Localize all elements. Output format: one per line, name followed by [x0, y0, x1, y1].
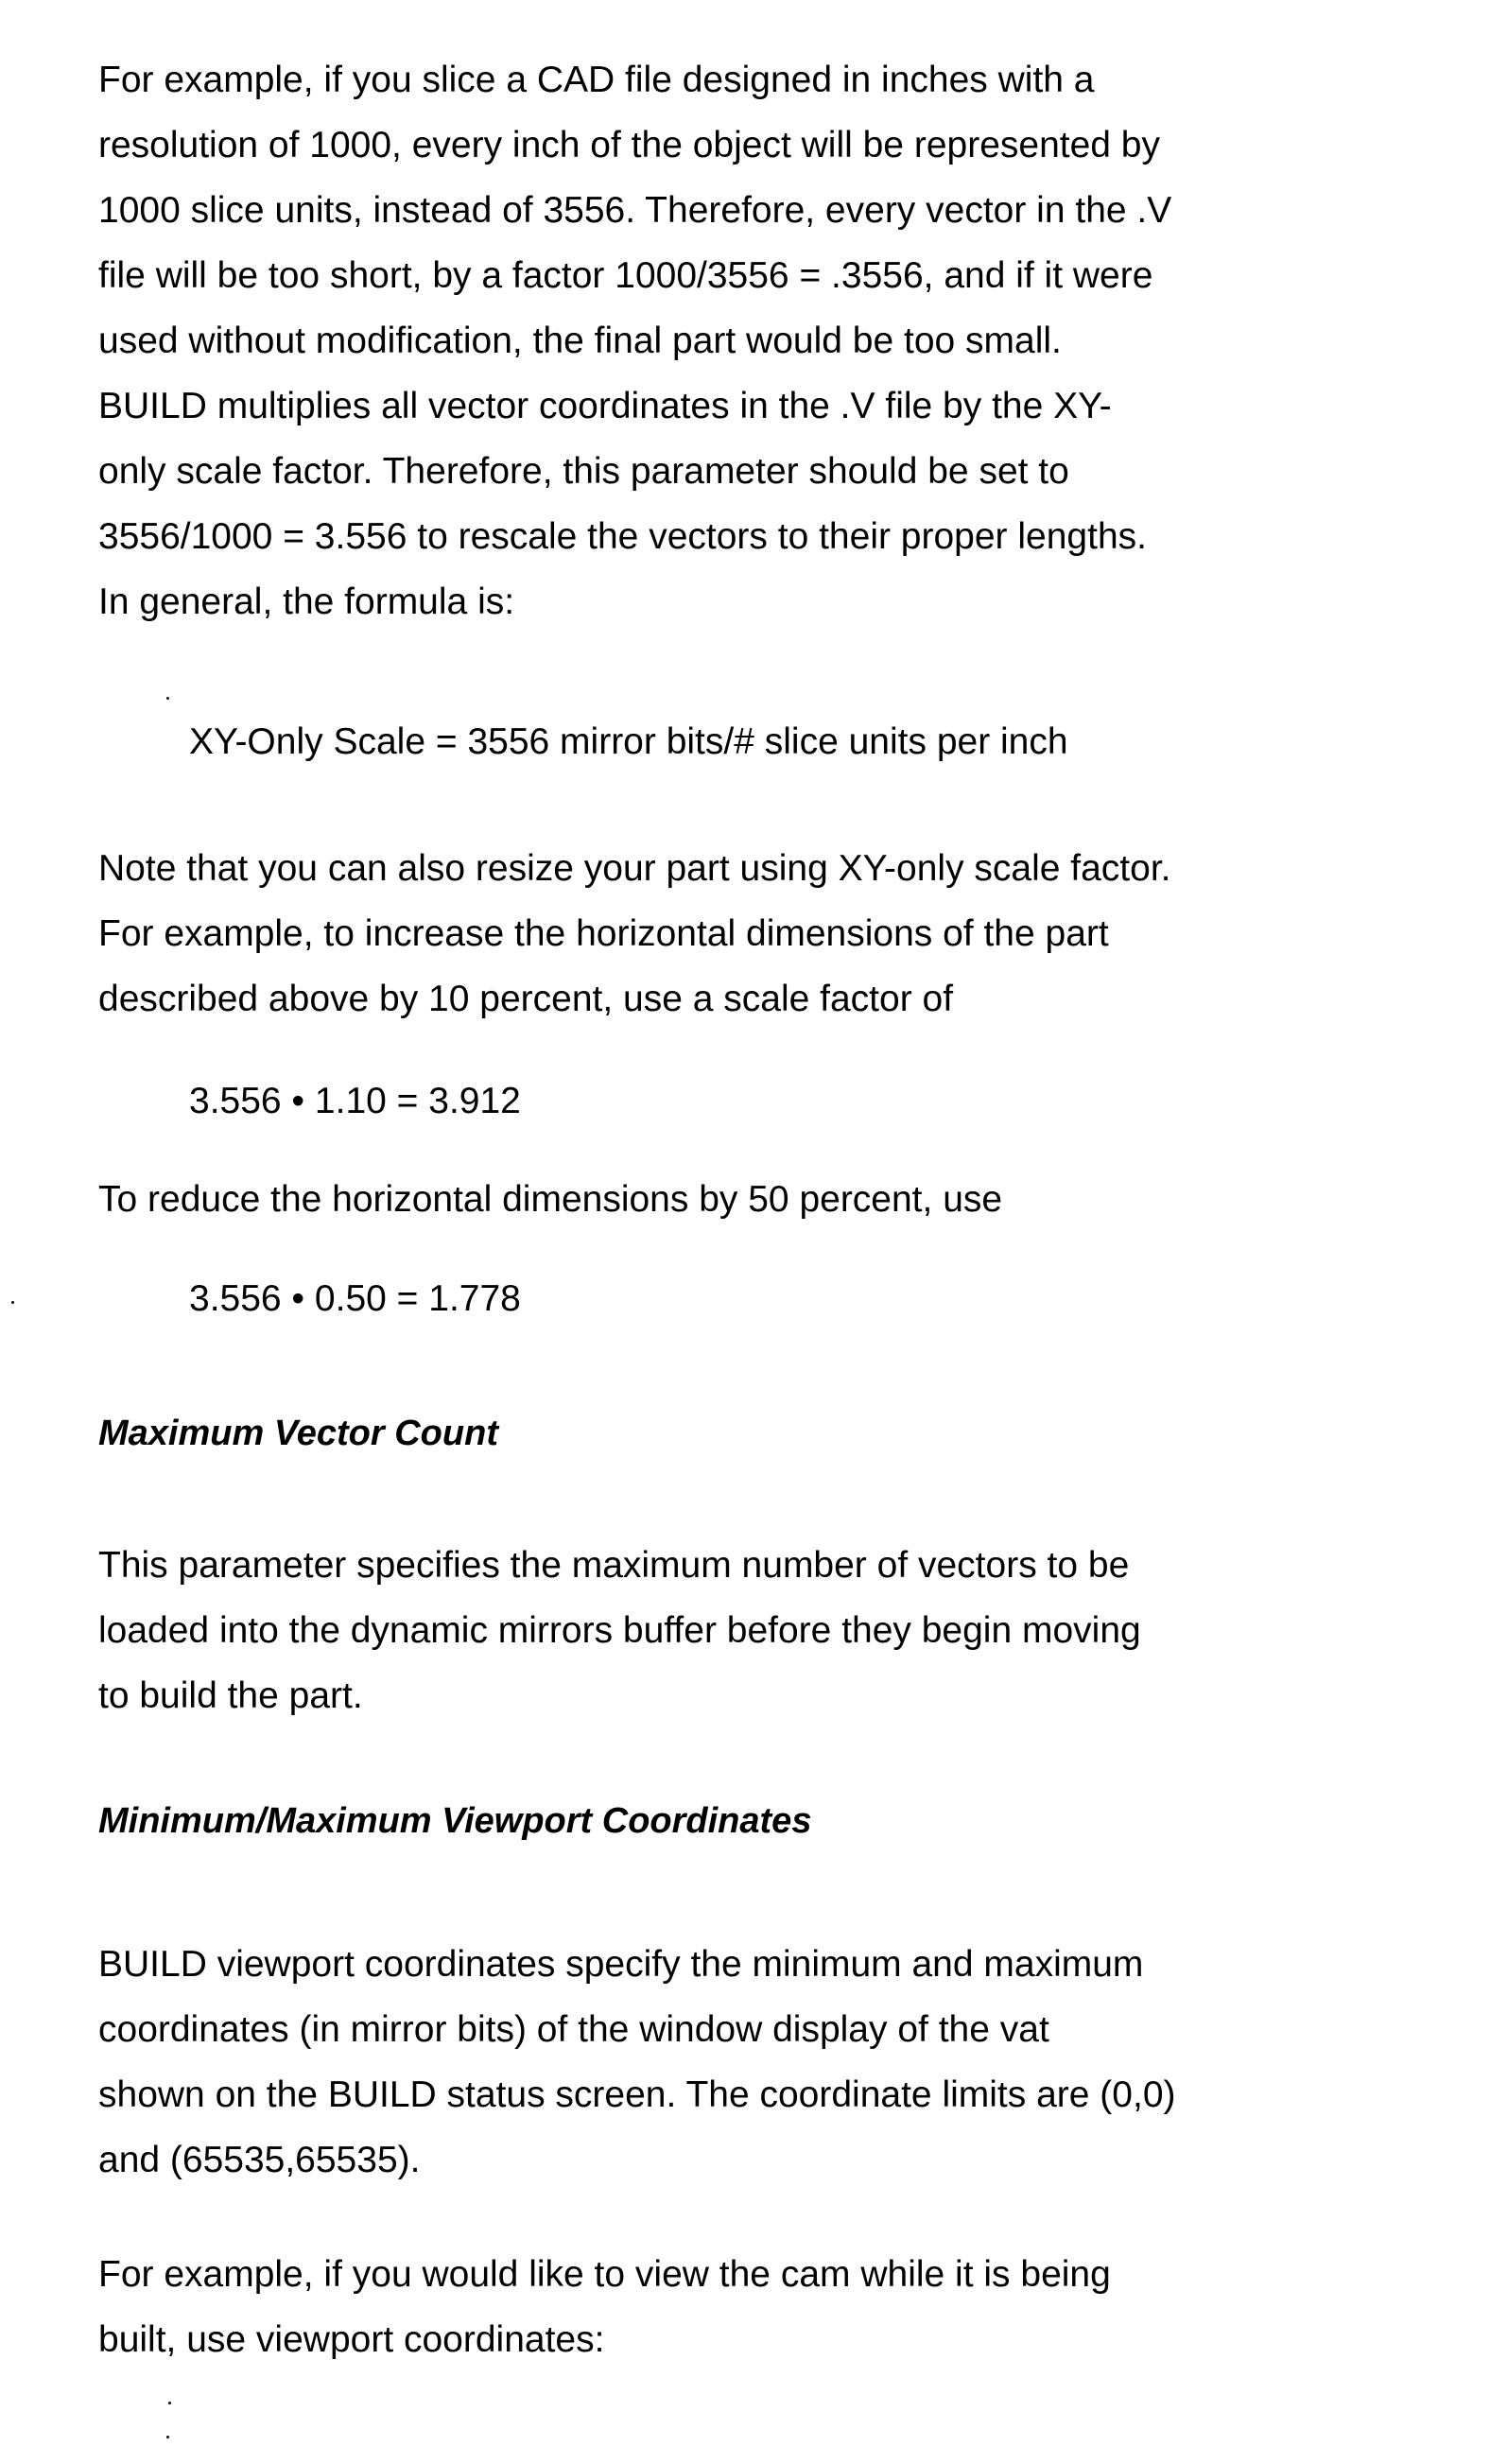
text-line: BUILD viewport coordinates specify the minimum and maximum	[98, 1932, 1176, 1997]
text-line: resolution of 1000, every inch of the object will be represented by	[98, 113, 1171, 178]
text-line: shown on the BUILD status screen. The coordinate limits are (0,0)	[98, 2062, 1176, 2127]
text-line: For example, to increase the horizontal dimensions of the part	[98, 901, 1171, 966]
text-line: coordinates (in mirror bits) of the window display of the vat	[98, 1997, 1176, 2062]
text-line: loaded into the dynamic mirrors buffer before they begin moving	[98, 1598, 1141, 1663]
heading-viewport-coordinates: Minimum/Maximum Viewport Coordinates	[98, 1789, 811, 1854]
text-line: built, use viewport coordinates:	[98, 2307, 1111, 2372]
paragraph-viewport	[98, 1932, 1176, 2193]
text-line: For example, if you slice a CAD file designed in inches with a	[98, 47, 1171, 113]
paragraph-scale-example	[98, 47, 1171, 634]
text-line: 3556/1000 = 3.556 to rescale the vectors to their proper lengths.	[98, 504, 1171, 569]
scan-speck	[166, 2436, 169, 2438]
text-line: Note that you can also resize your part using XY-only scale factor.	[98, 836, 1171, 901]
scan-speck	[168, 2402, 171, 2404]
text-line: and (65535,65535).	[98, 2127, 1176, 2193]
scan-speck	[166, 697, 169, 700]
scan-speck	[11, 1301, 14, 1304]
text-line: to build the part.	[98, 1663, 1141, 1728]
text-line: used without modification, the final part would be too small.	[98, 308, 1171, 373]
text-line: only scale factor. Therefore, this parameter should be set to	[98, 439, 1171, 504]
text-line: 1000 slice units, instead of 3556. Therefore, every vector in the .V	[98, 178, 1171, 243]
paragraph-vector-count	[98, 1533, 1141, 1728]
text-line: described above by 10 percent, use a scale factor of	[98, 966, 1171, 1032]
text-line: For example, if you would like to view the cam while it is being	[98, 2242, 1111, 2307]
paragraph-cam-example	[98, 2242, 1111, 2372]
text-line: This parameter specifies the maximum number of vectors to be	[98, 1533, 1141, 1598]
equation-reduce: 3.556 • 0.50 = 1.778	[189, 1266, 521, 1331]
paragraph-resize-note	[98, 836, 1171, 1032]
heading-maximum-vector-count: Maximum Vector Count	[98, 1401, 498, 1466]
text-line: In general, the formula is:	[98, 569, 1171, 634]
text-line: BUILD multiplies all vector coordinates in the .V file by the XY-	[98, 373, 1171, 439]
text-line: file will be too short, by a factor 1000/3556 = .3556, and if it were	[98, 243, 1171, 308]
formula: XY-Only Scale = 3556 mirror bits/# slice units per inch	[189, 709, 1068, 774]
equation-increase: 3.556 • 1.10 = 3.912	[189, 1068, 521, 1134]
paragraph-reduce: To reduce the horizontal dimensions by 50 percent, use	[98, 1167, 1002, 1232]
